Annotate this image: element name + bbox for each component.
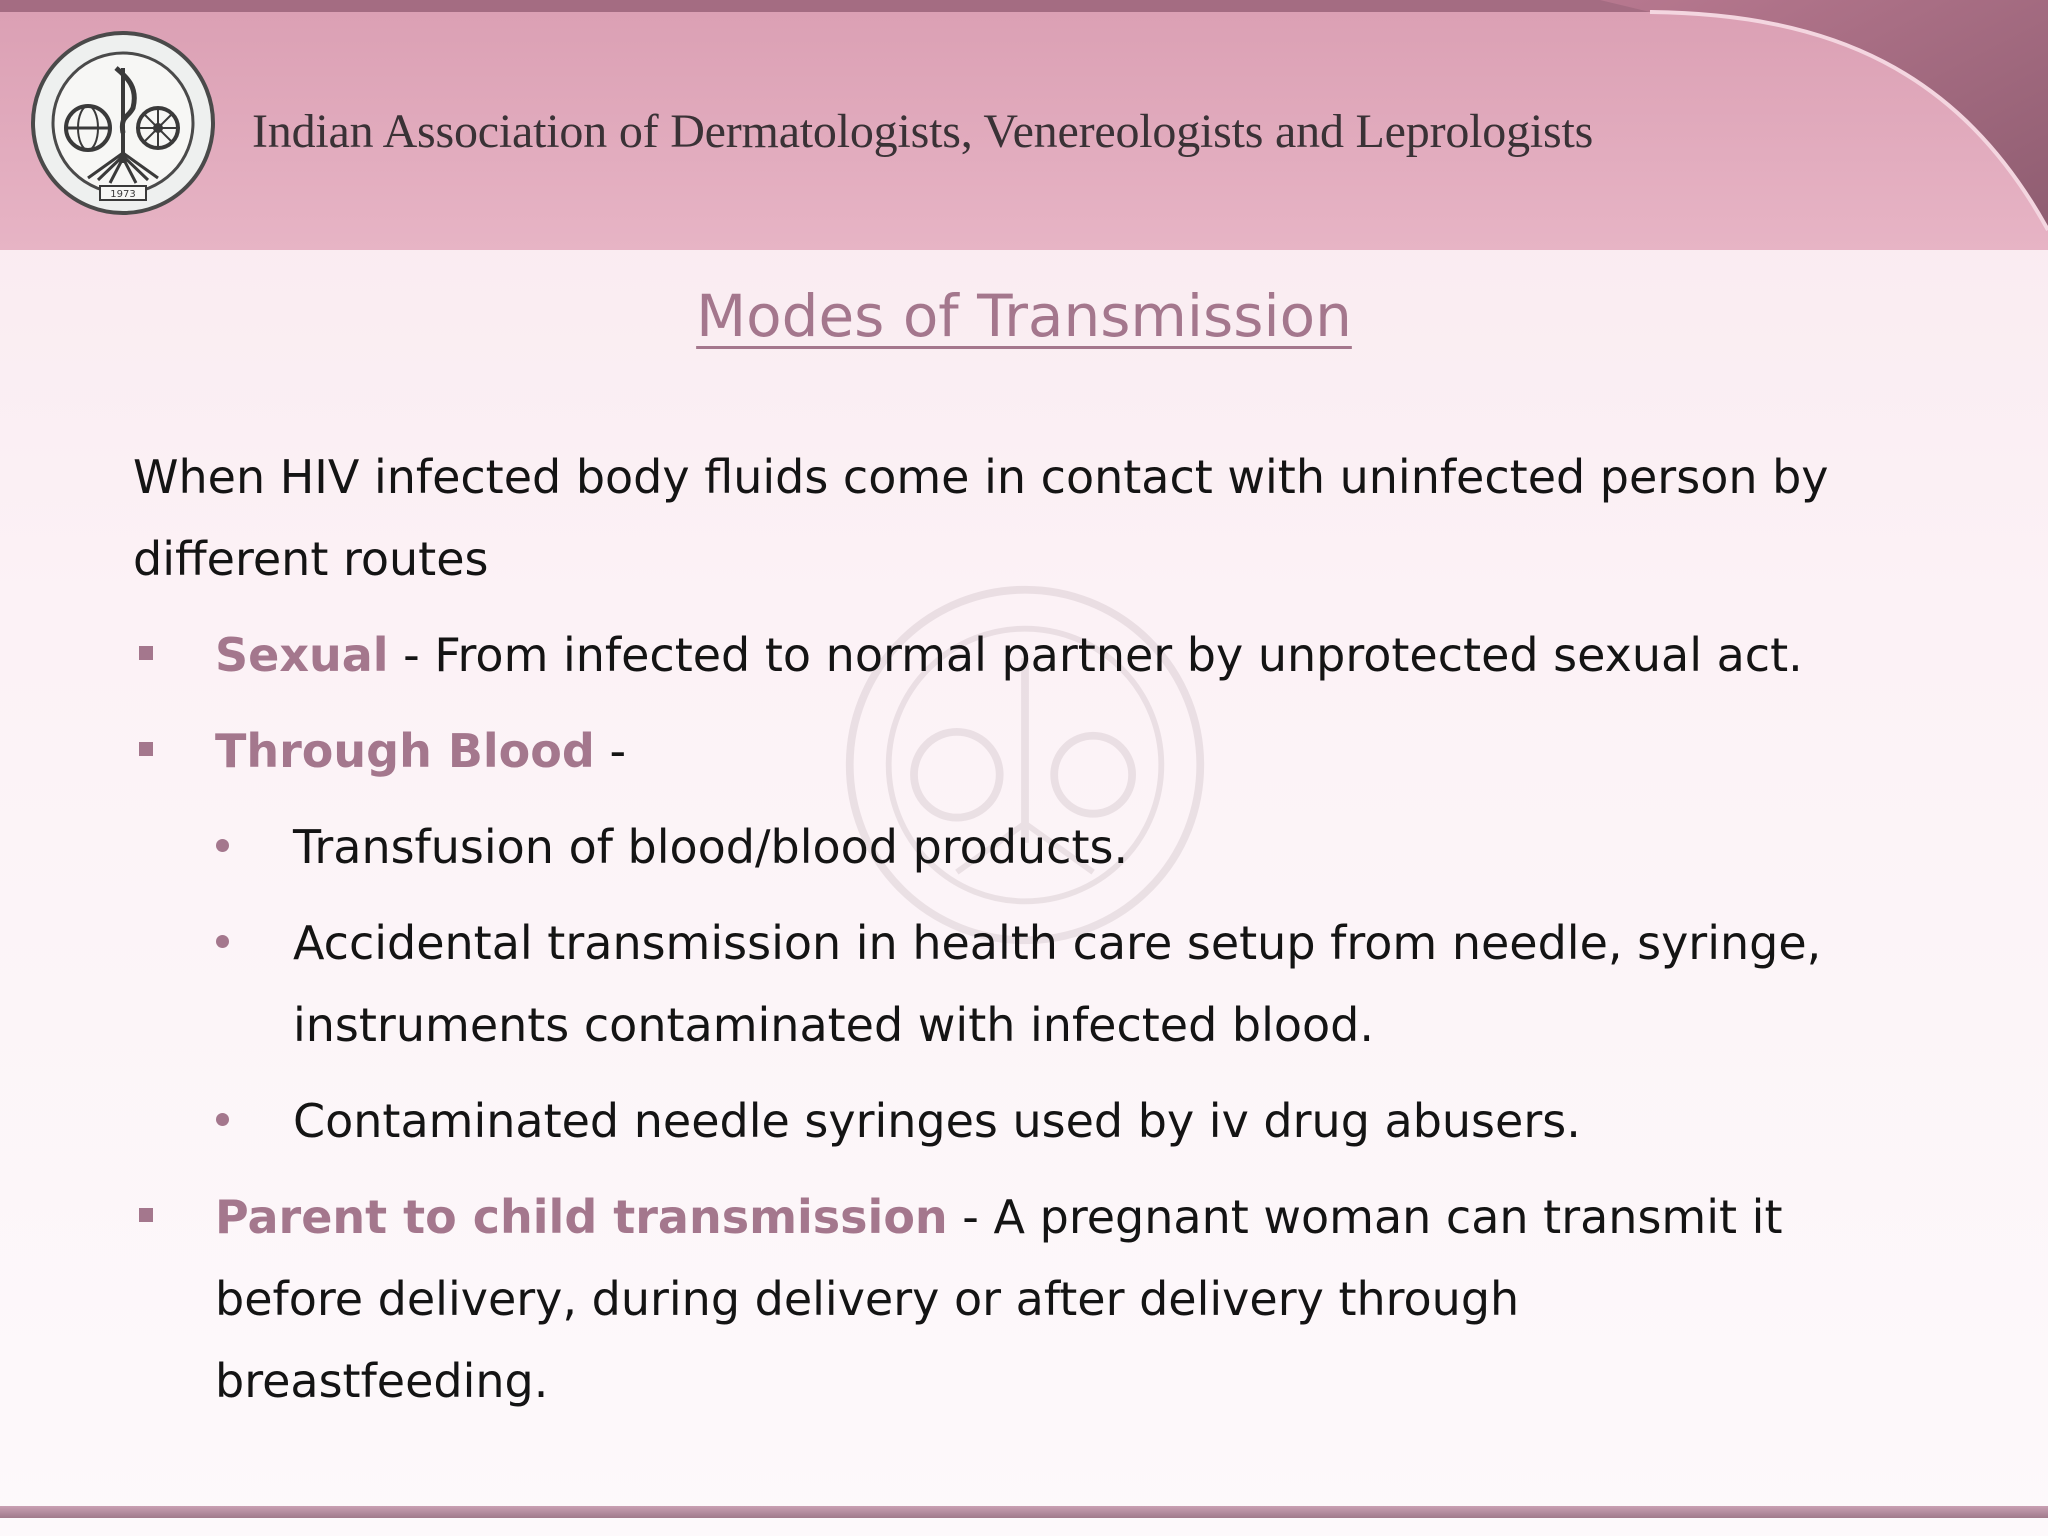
logo-year: 1973 [110,189,136,200]
sub-list-item [133,806,1833,888]
sub-item-text: Accidental transmission in health care setup from needle, syringe, instruments contaminated with infected blood. [293,916,1822,1052]
sub-list-item [133,902,1833,1066]
list-item-parent-to-child [133,1176,1833,1422]
round-bullet-icon [216,1113,229,1126]
round-bullet-icon [216,935,229,948]
intro-text: When HIV infected body fluids come in contact with uninfected person by different routes [133,450,1829,586]
organization-name: Indian Association of Dermatologists, Venereologists and Leprologists [252,105,1594,158]
square-bullet-icon [139,646,153,660]
list-item-sexual [133,614,1833,696]
square-bullet-icon [139,1208,153,1222]
sub-item-text: Transfusion of blood/blood products. [293,820,1129,874]
item-text: - [594,724,627,778]
footer-divider [0,1506,2048,1518]
item-text: - From infected to normal partner by unprotected sexual act. [388,628,1803,682]
list-item-blood [133,710,1833,792]
item-text: - A pregnant woman can transmit it before delivery, during delivery or after delivery through breastfeeding. [215,1190,1783,1408]
iadvl-seal-logo [28,28,218,218]
sub-list-item [133,1080,1833,1162]
keyword-through-blood: Through Blood [215,724,595,778]
slide-title: Modes of Transmission [696,282,1352,350]
slide-content [133,436,1833,1436]
sub-item-text: Contaminated needle syringes used by iv drug abusers. [293,1094,1581,1148]
square-bullet-icon [139,742,153,756]
keyword-sexual: Sexual [215,628,389,682]
round-bullet-icon [216,839,229,852]
keyword-parent-to-child: Parent to child transmission [215,1190,948,1244]
